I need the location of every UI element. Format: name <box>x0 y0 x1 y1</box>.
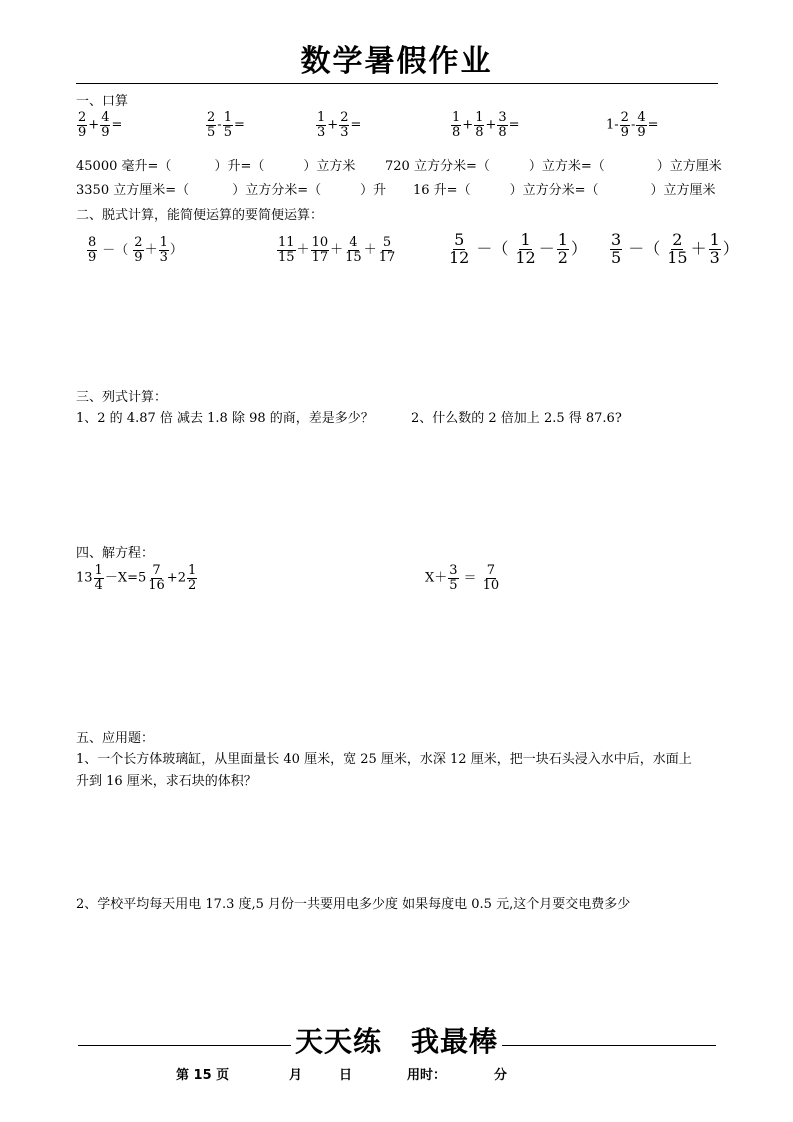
section-2-heading: 二、脱式计算，能简便运算的要简便运算： <box>76 208 324 223</box>
math-symbol: + <box>462 117 474 133</box>
title-divider <box>76 83 718 84</box>
math-symbol: - <box>630 117 636 133</box>
page-title: 数学暑假作业 <box>300 44 493 79</box>
fraction <box>94 564 104 592</box>
math-symbol: = <box>233 117 245 133</box>
math-symbol: － <box>538 238 555 258</box>
denominator: 9 <box>78 124 87 140</box>
denominator: 3 <box>317 124 326 140</box>
numerator: 3 <box>449 563 458 578</box>
time-used-label: 用时： <box>407 1068 447 1083</box>
oral-calc-4 <box>450 111 520 139</box>
footer-motto <box>0 1020 793 1060</box>
fraction <box>206 111 216 139</box>
math-symbol: －（ <box>628 238 661 258</box>
fraction <box>133 236 143 264</box>
motto-text: 天天练 我最棒 <box>291 1020 502 1060</box>
denominator: 4 <box>94 577 103 593</box>
equation-1 <box>76 564 198 592</box>
math-symbol: 1- <box>606 117 619 133</box>
denominator: 10 <box>482 577 500 593</box>
denominator: 15 <box>345 249 362 265</box>
denominator: 17 <box>311 249 329 265</box>
fraction <box>451 111 461 139</box>
denominator: 17 <box>378 249 396 265</box>
fraction <box>448 564 458 592</box>
fraction <box>339 111 349 139</box>
section-5-heading: 五、应用题： <box>76 731 155 746</box>
fraction <box>87 236 97 264</box>
denominator: 2 <box>557 247 568 267</box>
page-number: 第 15 页 <box>176 1068 230 1083</box>
math-symbol: = <box>647 117 659 133</box>
fraction <box>514 232 536 267</box>
math-symbol: ＋ <box>690 238 707 258</box>
denominator: 5 <box>223 124 232 140</box>
unit-conversion-3: 3350 立方厘米=（ ）立方分米=（ ）升 <box>76 183 387 198</box>
equation-2 <box>425 564 501 592</box>
unit-conversion-2: 720 立方分米=（ ）立方米=（ ）立方厘米 <box>385 159 722 174</box>
minutes-label: 分 <box>494 1068 508 1083</box>
expression-1 <box>86 236 183 264</box>
numerator: 1 <box>520 230 531 249</box>
numerator: 3 <box>611 230 622 249</box>
numerator: 1 <box>159 235 168 250</box>
fraction <box>344 236 363 264</box>
unit-conversion-4: 16 升=（ ）立方分米=（ ）立方厘米 <box>413 183 716 198</box>
denominator: 5 <box>449 577 458 593</box>
expression-3 <box>446 232 587 267</box>
math-symbol: X＋ <box>425 570 448 586</box>
numerator: 2 <box>134 235 143 250</box>
denominator: 16 <box>148 577 165 593</box>
numerator: 1 <box>452 110 461 125</box>
denominator: 12 <box>515 247 536 267</box>
application-problem-2: 2、学校平均每天用电 17.3 度,5 月份一共要用电多少度 如果每度电 0.5 元,这个月要交电费多少 <box>76 897 631 912</box>
math-symbol: ＋ <box>296 242 310 258</box>
numerator: 1 <box>187 563 197 578</box>
fraction <box>100 111 110 139</box>
math-symbol: －（ <box>476 238 509 258</box>
fraction <box>482 564 501 592</box>
denominator: 5 <box>207 124 216 140</box>
oral-calc-1 <box>76 111 122 139</box>
fraction <box>474 111 484 139</box>
numerator: 2 <box>620 110 629 125</box>
fraction <box>620 111 630 139</box>
numerator: 1 <box>94 563 103 578</box>
numerator: 1 <box>317 110 326 125</box>
denominator: 2 <box>187 577 197 593</box>
numerator: 3 <box>498 110 507 125</box>
fraction <box>666 232 688 267</box>
fraction <box>378 236 397 264</box>
denominator: 8 <box>498 124 507 140</box>
application-problem-1-line-2: 升到 16 厘米，求石块的体积？ <box>76 774 257 789</box>
fraction <box>448 232 470 267</box>
expression-4 <box>608 232 739 267</box>
math-symbol: ＋ <box>363 242 377 258</box>
math-symbol: －（ <box>102 242 129 258</box>
expression-2 <box>276 236 397 264</box>
section-3-heading: 三、列式计算： <box>76 390 168 405</box>
math-symbol: 13 <box>76 570 93 586</box>
denominator: 9 <box>637 124 646 140</box>
fraction <box>557 232 569 267</box>
numerator: 4 <box>101 110 110 125</box>
fraction <box>187 564 197 592</box>
numerator: 1 <box>709 230 720 249</box>
numerator: 8 <box>88 235 97 250</box>
denominator: 8 <box>475 124 484 140</box>
oral-calc-2 <box>205 111 245 139</box>
denominator: 8 <box>452 124 461 140</box>
math-symbol: - <box>217 117 222 133</box>
math-symbol: = <box>111 117 123 133</box>
fraction <box>610 232 622 267</box>
math-symbol: + <box>88 117 100 133</box>
day-label: 日 <box>339 1068 353 1083</box>
math-symbol: ） <box>169 242 183 258</box>
math-symbol: ） <box>722 238 739 258</box>
fraction <box>223 111 233 139</box>
math-symbol: －X=5 <box>104 570 147 586</box>
numerator: 4 <box>637 110 646 125</box>
numerator: 2 <box>672 230 683 249</box>
numerator: 1 <box>475 110 484 125</box>
numerator: 2 <box>207 110 216 125</box>
oral-calc-3 <box>315 111 361 139</box>
numerator: 4 <box>349 235 358 250</box>
math-symbol: + <box>485 117 497 133</box>
fraction <box>316 111 326 139</box>
math-symbol: ） <box>570 238 587 258</box>
denominator: 15 <box>278 249 295 265</box>
fraction <box>147 564 166 592</box>
denominator: 9 <box>620 124 629 140</box>
numerator: 2 <box>78 110 87 125</box>
oral-calc-5 <box>606 111 659 139</box>
fraction <box>636 111 646 139</box>
denominator: 9 <box>134 249 143 265</box>
numerator: 1 <box>223 110 232 125</box>
section-1-heading: 一、口算 <box>76 94 129 109</box>
math-symbol: +2 <box>166 570 186 586</box>
word-calc-2: 2、什么数的 2 倍加上 2.5 得 87.6? <box>411 411 622 426</box>
denominator: 15 <box>667 247 688 267</box>
numerator: 2 <box>340 110 349 125</box>
numerator: 11 <box>278 235 295 250</box>
fraction <box>159 236 169 264</box>
math-symbol: = <box>350 117 362 133</box>
section-4-heading: 四、解方程： <box>76 546 155 561</box>
fraction <box>311 236 330 264</box>
numerator: 1 <box>557 230 568 249</box>
denominator: 12 <box>449 247 470 267</box>
denominator: 5 <box>611 247 622 267</box>
month-label: 月 <box>289 1068 303 1083</box>
fraction <box>277 236 296 264</box>
fraction <box>497 111 507 139</box>
denominator: 3 <box>340 124 349 140</box>
numerator: 7 <box>486 563 495 578</box>
math-symbol: + <box>327 117 339 133</box>
math-symbol: ＋ <box>330 242 344 258</box>
numerator: 10 <box>311 235 329 250</box>
denominator: 3 <box>709 247 720 267</box>
denominator: 9 <box>88 249 97 265</box>
math-symbol: ＋ <box>144 242 158 258</box>
unit-conversion-1: 45000 毫升=（ ）升=（ ）立方米 <box>76 159 356 174</box>
numerator: 5 <box>382 235 392 250</box>
application-problem-1-line-1: 1、一个长方体玻璃缸，从里面量长 40 厘米，宽 25 厘米，水深 12 厘米，把一块石头浸入水中后，水面上 <box>76 752 692 767</box>
fraction <box>709 232 721 267</box>
denominator: 9 <box>101 124 110 140</box>
math-symbol: ＝ <box>463 570 477 586</box>
fraction <box>77 111 87 139</box>
numerator: 7 <box>152 563 161 578</box>
math-symbol: = <box>508 117 520 133</box>
numerator: 5 <box>454 230 465 249</box>
word-calc-1: 1、2 的 4.87 倍 减去 1.8 除 98 的商，差是多少？ <box>76 411 374 426</box>
denominator: 3 <box>159 249 168 265</box>
